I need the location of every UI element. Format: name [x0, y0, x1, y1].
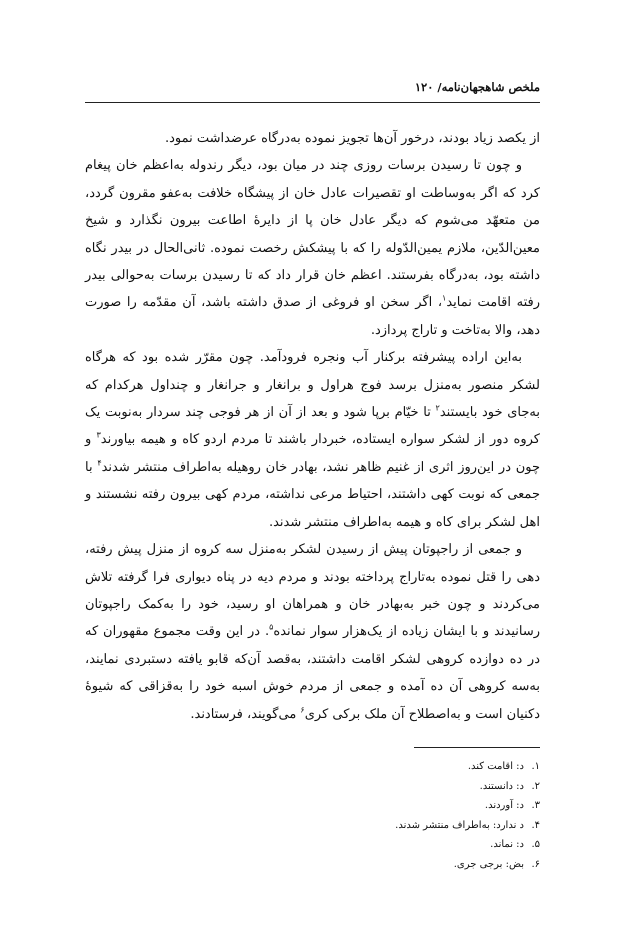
footnote-number: ۶.	[531, 858, 540, 870]
paragraph-text: و جمعی از راجپوتان پیش از رسیدن لشکر به‌منزل سه کروه از منزل پیش رفته، دهی را قتل نموده به‌تاراج پرداخته بودند و مردم دیه در پناه دیواری فرا گرفته تلاش می‌کردند و چون خبر به‌بهادر خان و همراهان او رسید، خود را به‌کمک راجپوتان رسانیدند و با ایشان زیاده از یک‌هزار سوار نمانده	[85, 542, 541, 640]
footnote-item	[85, 835, 540, 855]
paragraph-text: به‌این اراده پیشرفته برکنار آب ونجره فرودآمد. چون مقرّر شده بود که هرگاه لشکر منصور به‌منزل برسد فوج هراول و برانغار و جرانغار و چنداول هرکدام که به‌جای خود بایستند	[85, 350, 540, 421]
footnote-item	[85, 855, 540, 875]
footnote-text: د: نماند.	[490, 839, 524, 851]
paragraph	[85, 125, 540, 152]
paragraph	[85, 344, 540, 536]
footnote-marker: ۵	[269, 622, 274, 632]
paragraph-text: و چون تا رسیدن برسات روزی چند در میان بود، دیگر رندوله به‌اعظم خان پیغام کرد که اگر به‌وساطت او تقصیرات عادل خان از پیشگاه خلافت به‌عفو مقرون گردد، من متعهّد می‌شوم که دیگر عادل خان پا از دایرهٔ اطاعت بیرون نگذارد و شیخ معین‌الدّین، ملازم یمین‌الدّوله را که با پیشکش رخصت نموده. ثانی‌الحال در بیدر نگاه داشته بود، به‌درگاه بفرستند. اعظم خان قرار داد که تا رسیدن برسات به‌حوالی بیدر رفته اقامت نماید	[85, 158, 540, 311]
footnote-item	[85, 777, 540, 797]
footnote-separator	[414, 747, 540, 748]
paragraph	[85, 536, 540, 728]
footnote-marker: ۶	[300, 705, 305, 715]
paragraph-text: تا خیّام برپا شود و بعد از آن از هر فوجی چند سردار به‌نوبت یک کروه دور از لشکر سواره ایستاده، خبردار باشند تا مردم اردو کاه و هیمه بیاورند	[85, 405, 540, 448]
footnote-number: ۵.	[531, 839, 540, 851]
footnote-number: ۲.	[531, 780, 540, 792]
footnote-item	[85, 796, 540, 816]
paragraph-text: ، اگر سخن او فروغی از صدق داشته باشد، آن مقدّمه را صورت دهد، والا به‌تاخت و تاراج پردازد.	[85, 295, 540, 338]
running-title: ملخص شاهجهان‌نامه/ ۱۲۰	[414, 80, 540, 94]
paragraph-text: . در این وقت مجموع مقهوران که در ده دوازده کروهی لشکر اقامت داشتند، به‌قصد آن‌که قابو یافته دستبردی نمایند، به‌سه کروهی آن ده آمده و جمعی از مردم خوش اسبه خود را به‌قزاقی که شیوهٔ دکنیان است و به‌اصطلاح آن ملک برکی کری	[85, 624, 540, 722]
footnote-marker: ۱	[442, 294, 447, 304]
footnote-marker: ۲	[435, 403, 440, 413]
paragraph-text: از یکصد زیاد بودند، درخور آن‌ها تجویز نموده به‌درگاه عرضداشت نمود.	[164, 131, 540, 146]
footnote-text: د: آوردند.	[484, 800, 524, 812]
paragraph	[85, 152, 540, 344]
footnote-marker: ۳	[96, 431, 101, 441]
footnotes-list	[85, 757, 540, 875]
footnote-text: د: اقامت کند.	[467, 761, 524, 772]
footnote-item	[85, 757, 540, 777]
footnote-text: بض: برجی جری.	[453, 858, 524, 870]
footnote-number: ۱.	[531, 761, 540, 772]
paragraph-text: و چون در این‌روز اثری از غنیم ظاهر نشد، بهادر خان روهیله به‌اطراف منتشر شدند	[85, 432, 540, 475]
footnote-text: د: دانستند.	[479, 780, 524, 792]
footnote-number: ۴.	[531, 819, 540, 831]
footnote-text: د ندارد: به‌اطراف منتشر شدند.	[395, 819, 524, 831]
paragraph-text: می‌گویند، فرستادند.	[190, 706, 301, 722]
running-header	[85, 80, 540, 103]
main-text	[85, 125, 540, 728]
footnote-marker: ۴	[97, 458, 102, 468]
footnote-item	[85, 816, 540, 836]
footnote-number: ۳.	[531, 800, 540, 812]
paragraph-text: با جمعی که نوبت کهی داشتند، احتیاط مرعی نداشته، مردم کهی بیرون رفته نشستند و اهل لشکر برای کاه و هیمه به‌اطراف منتشر شدند.	[85, 459, 540, 530]
